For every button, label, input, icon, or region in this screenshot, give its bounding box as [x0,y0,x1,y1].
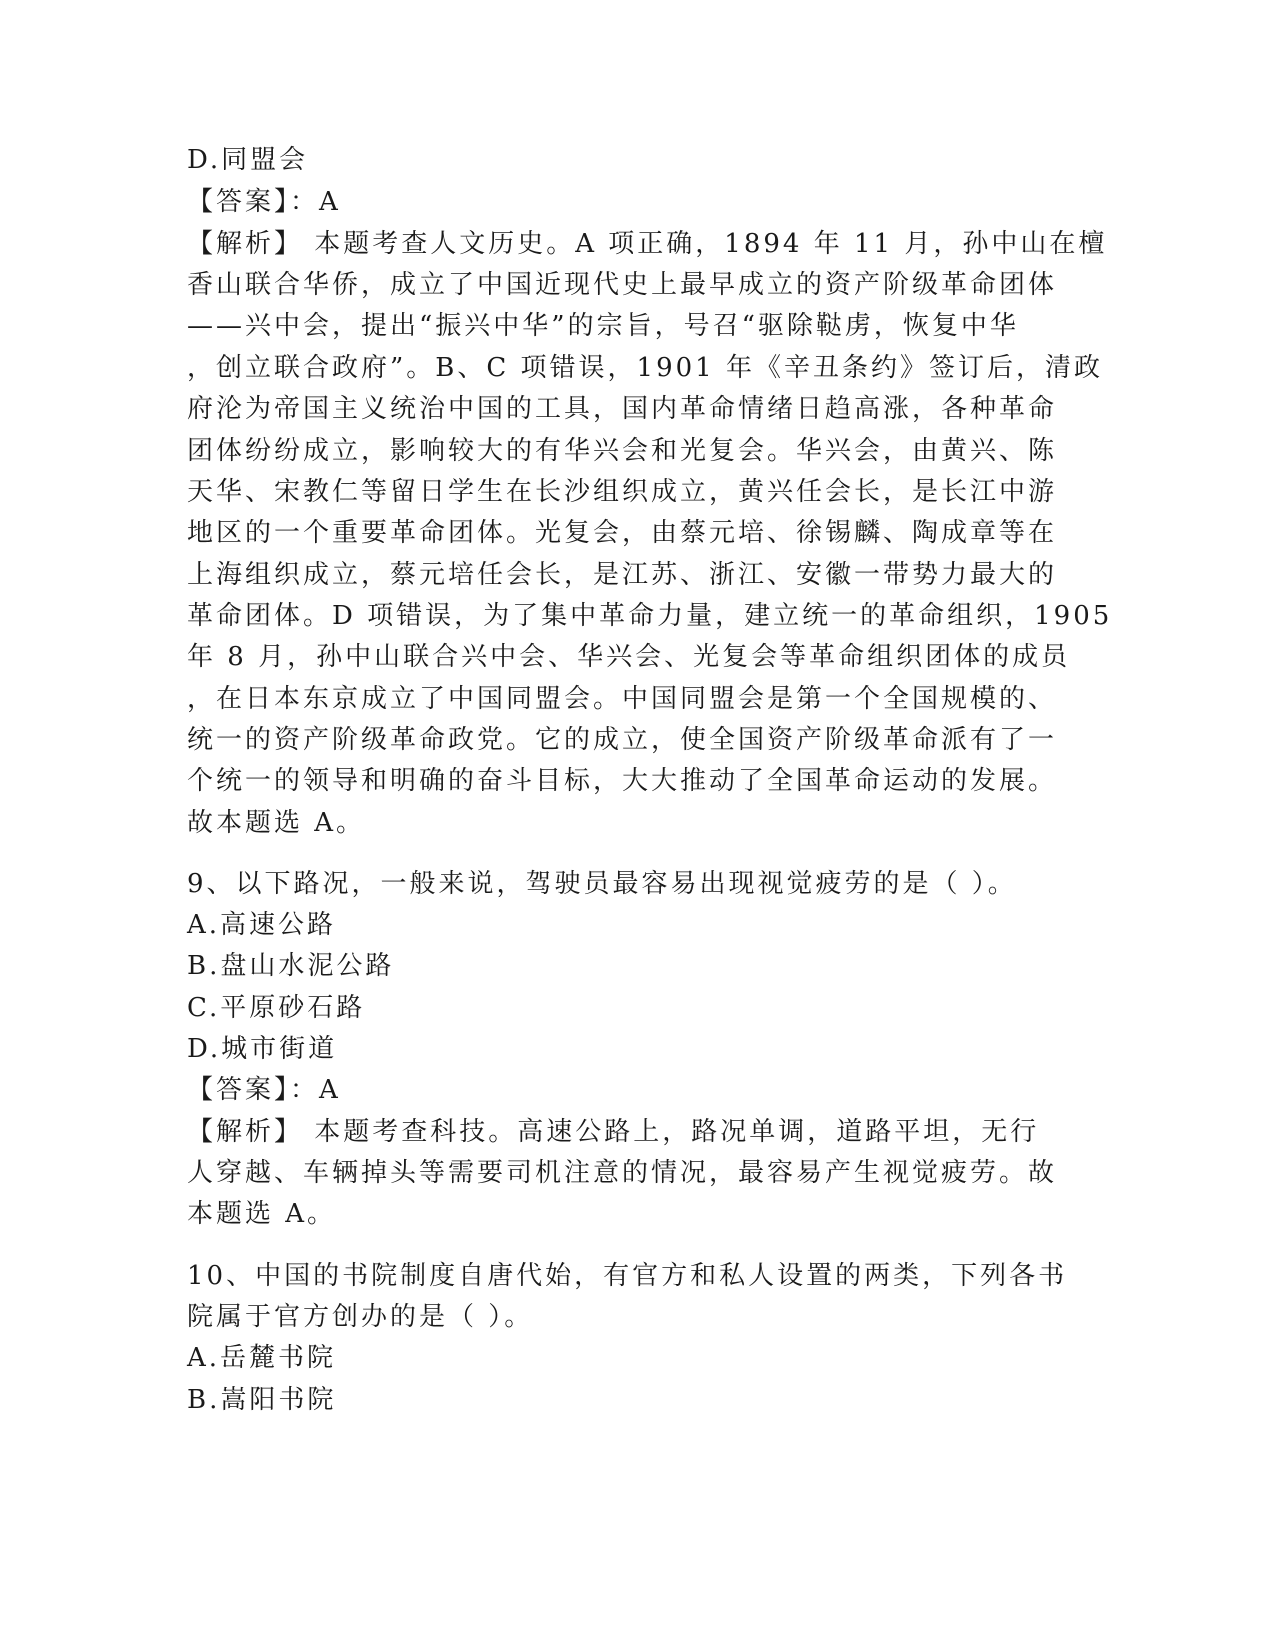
q9-answer: 【答案】：A [187,1075,341,1105]
q9-analysis-line: 人穿越、车辆掉头等需要司机注意的情况，最容易产生视觉疲劳。故 [187,1158,1058,1188]
q8-option-d: D.同盟会 [187,145,309,175]
q8-analysis-line: 地区的一个重要革命团体。光复会，由蔡元培、徐锡麟、陶成章等在 [187,518,1058,548]
q8-analysis-line: ——兴中会，提出“振兴中华”的宗旨，号召“驱除鞑虏，恢复中华 [187,311,1019,341]
q10-stem: 院属于官方创办的是（ ）。 [187,1302,534,1332]
q8-analysis-line: ，创立联合政府”。B、C 项错误，1901 年《辛丑条约》签订后，清政 [187,353,1103,383]
q8-analysis-line: 香山联合华侨，成立了中国近现代史上最早成立的资产阶级革命团体 [187,270,1058,300]
q8-analysis-line: 统一的资产阶级革命政党。它的成立，使全国资产阶级革命派有了一 [187,725,1058,755]
q8-analysis-line: 故本题选 A。 [187,808,366,838]
q8-analysis-line: 府沦为帝国主义统治中国的工具，国内革命情绪日趋高涨，各种革命 [187,394,1058,424]
q8-analysis-line: ，在日本东京成立了中国同盟会。中国同盟会是第一个全国规模的、 [187,684,1058,714]
q8-analysis-line: 团体纷纷成立，影响较大的有华兴会和光复会。华兴会，由黄兴、陈 [187,436,1058,466]
q8-analysis-line: 天华、宋教仁等留日学生在长沙组织成立，黄兴任会长，是长江中游 [187,477,1058,507]
q9-analysis-line: 【解析】 本题考查科技。高速公路上，路况单调，道路平坦，无行 [187,1117,1040,1147]
q8-analysis-line: 年 8 月，孙中山联合兴中会、华兴会、光复会等革命组织团体的成员 [187,642,1071,672]
q8-analysis-line: 上海组织成立，蔡元培任会长，是江苏、浙江、安徽一带势力最大的 [187,560,1058,590]
q9-option: C.平原砂石路 [187,993,366,1023]
q10-stem: 10、中国的书院制度自唐代始，有官方和私人设置的两类，下列各书 [187,1261,1068,1291]
q8-analysis-line: 革命团体。D 项错误，为了集中革命力量，建立统一的革命组织，1905 [187,601,1113,631]
q9-option: D.城市街道 [187,1034,338,1064]
q9-analysis-line: 本题选 A。 [187,1199,337,1229]
q9-option: B.盘山水泥公路 [187,951,395,981]
q9-stem: 9、以下路况，一般来说，驾驶员最容易出现视觉疲劳的是（ ）。 [187,869,1017,899]
q10-option: A.岳麓书院 [187,1343,337,1373]
q8-analysis-line: 【解析】 本题考查人文历史。A 项正确，1894 年 11 月，孙中山在檀 [187,229,1108,259]
q9-option: A.高速公路 [187,910,337,940]
q10-option: B.嵩阳书院 [187,1385,337,1415]
q8-answer: 【答案】：A [187,187,341,217]
q8-analysis-line: 个统一的领导和明确的奋斗目标，大大推动了全国革命运动的发展。 [187,766,1058,796]
